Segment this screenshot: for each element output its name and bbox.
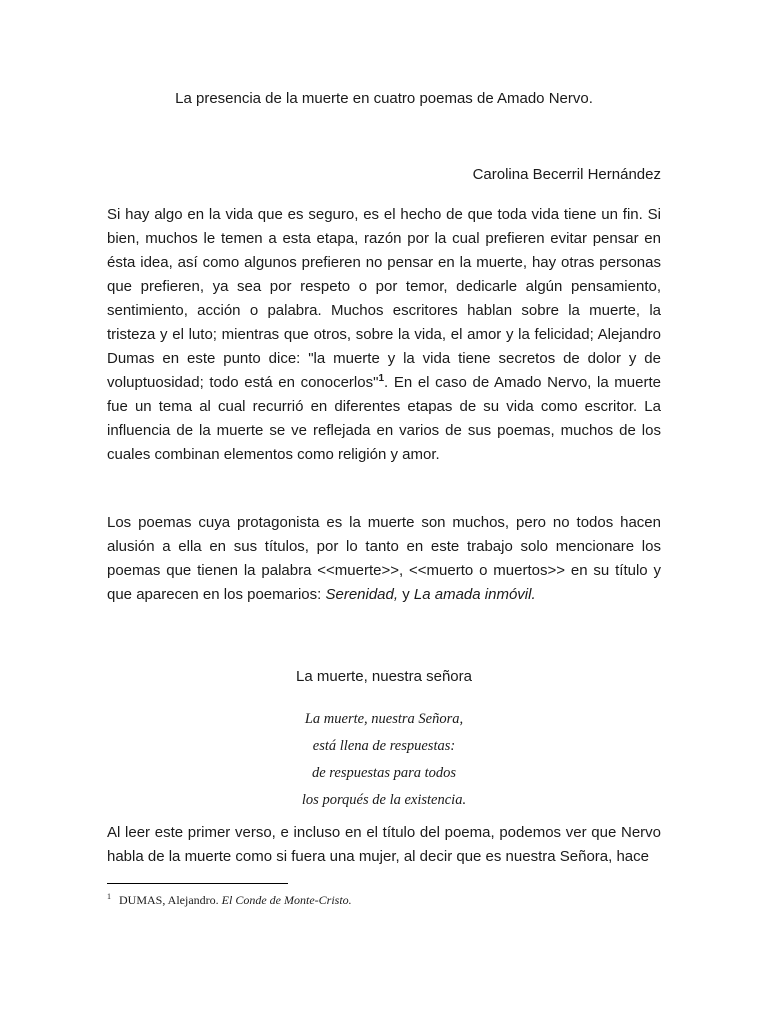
paragraph-analysis: Al leer este primer verso, e incluso en el título del poema, podemos ver que Nervo habla de la muerte como si fuera una mujer, al decir que es nuestra Señora, hace [107,824,661,865]
poem-line: está llena de respuestas: [312,738,456,754]
footnote-divider [107,883,288,884]
poem-excerpt [0,706,768,814]
document-title: La presencia de la muerte en cuatro poemas de Amado Nervo. [175,90,593,107]
paragraph-poems-scope [107,511,661,607]
footnote-reference: 1 [378,373,384,384]
poem-line: La muerte, nuestra Señora, [304,711,464,727]
book-title-serenidad: Serenidad, [325,586,399,603]
paragraph-intro-text-continued: . En el caso de Amado Nervo, la muerte fue un tema al cual recurrió en diferentes etapas de su vida como escritor. La influencia de la muerte se ve reflejada en varios de sus poemas, muchos de los cuales combinan elementos como religión y amor. [107,374,661,463]
footnote-number: 1 [107,892,111,901]
footnote-author: DUMAS, Alejandro. [119,893,222,907]
paragraph-intro [107,203,661,467]
author-name: Carolina Becerril Hernández [472,166,661,183]
poem-section-title: La muerte, nuestra señora [296,668,472,685]
paragraph-poems-scope-text: Los poemas cuya protagonista es la muerte son muchos, pero no todos hacen alusión a ella en sus títulos, por lo tanto en este trabajo solo mencionare los poemas que tienen la palabra <<muerte>>, <<muerto o muertos>> en su título y que aparecen en los poemarios: [107,514,661,603]
book-title-amada-inmovil: La amada inmóvil. [413,586,536,603]
footnote-work-title: El Conde de Monte-Cristo. [221,893,352,907]
paragraph-intro-text: Si hay algo en la vida que es seguro, es el hecho de que toda vida tiene un fin. Si bien, muchos le temen a esta etapa, razón por la cual prefieren evitar pensar en ésta idea, así como algunos prefieren no pensar en la muerte, hay otras personas que prefieren, ya sea por respeto o por temor, dedicarle algún pensamiento, sentimiento, acción o palabra. Muchos escritores hablan sobre la muerte, la tristeza y el luto; mientras que otros, sobre la vida, el amor y la felicidad; Alejandro Dumas en este punto dice: "la muerte y la vida tiene secretos de dolor y de voluptuosidad; todo está en conocerlos" [107,206,661,391]
poem-line: de respuestas para todos [311,765,457,781]
poem-line: los porqués de la existencia. [301,792,467,808]
footnote [107,889,352,908]
conjunction: y [398,586,414,603]
